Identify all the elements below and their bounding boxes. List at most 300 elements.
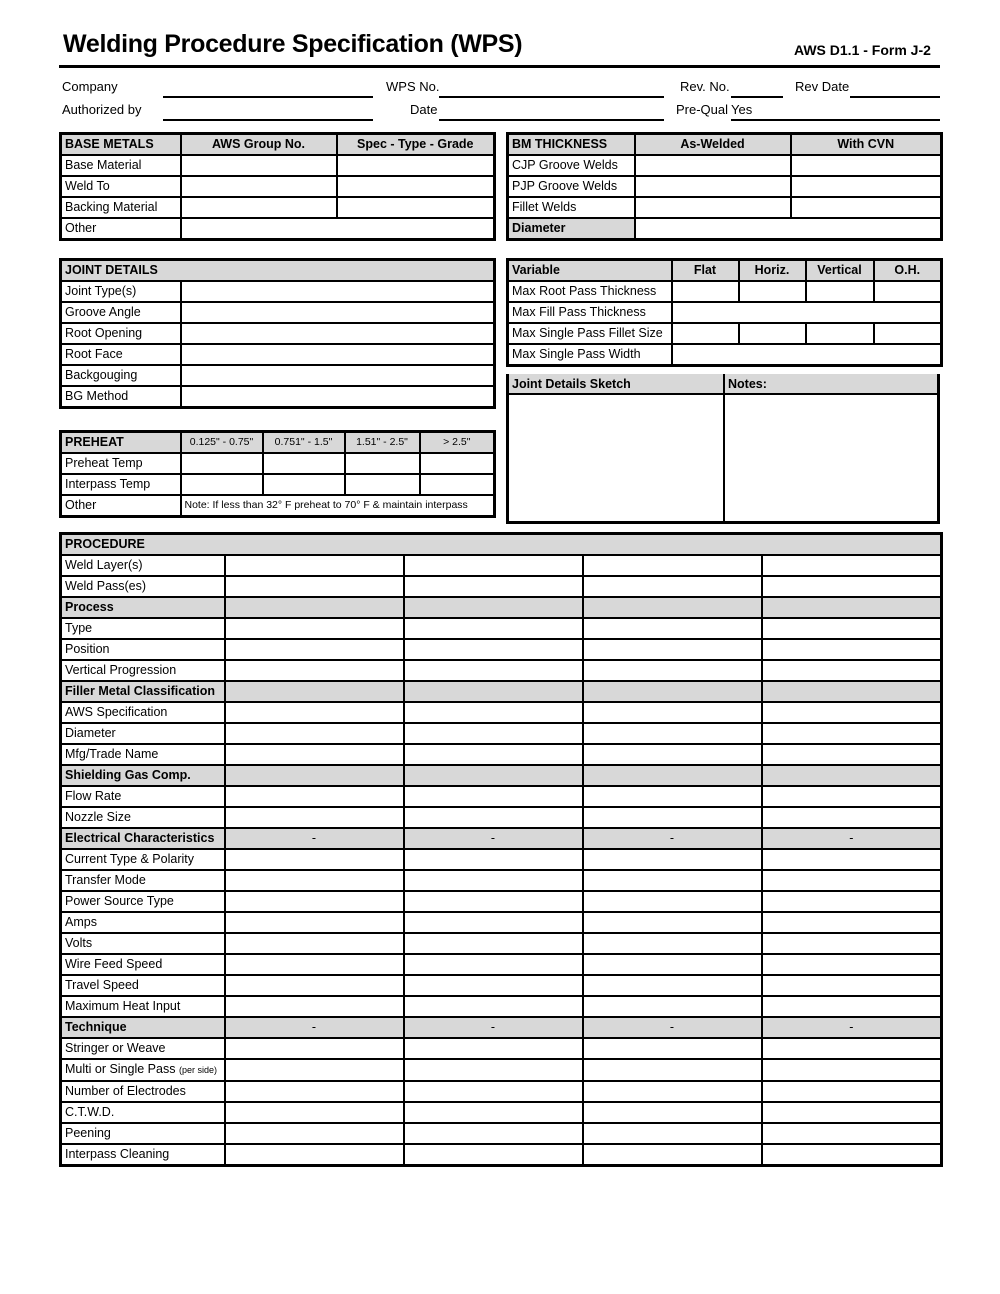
flat-header: Flat [672, 260, 739, 282]
input-cell[interactable] [404, 1102, 583, 1123]
procedure-row [61, 681, 942, 702]
procedure-row-text: Transfer Mode [65, 873, 146, 887]
procedure-row [61, 723, 942, 744]
input-cell[interactable] [404, 975, 583, 996]
input-cell[interactable] [337, 197, 495, 218]
input-cell[interactable] [404, 1123, 583, 1144]
row-label: PJP Groove Welds [508, 176, 635, 197]
input-cell[interactable] [225, 1081, 404, 1102]
row-label: Joint Type(s) [61, 281, 181, 302]
range-header: 1.51" - 2.5" [345, 432, 420, 454]
procedure-row [61, 996, 942, 1017]
input-cell[interactable] [225, 933, 404, 954]
rev-date-field[interactable] [850, 83, 940, 98]
wps-no-label: WPS No. [386, 79, 440, 94]
input-cell[interactable] [762, 555, 942, 576]
procedure-row-label [61, 618, 225, 639]
input-cell[interactable] [672, 302, 942, 323]
procedure-row-label [61, 681, 225, 702]
row-label: Backing Material [61, 197, 181, 218]
procedure-row-label [61, 996, 225, 1017]
input-cell[interactable] [225, 807, 404, 828]
input-cell[interactable] [583, 723, 762, 744]
section-cell [762, 765, 942, 786]
variable-table [506, 258, 943, 367]
input-cell[interactable] [762, 639, 942, 660]
input-cell[interactable] [404, 576, 583, 597]
procedure-row [61, 933, 942, 954]
procedure-row [61, 765, 942, 786]
procedure-row-text: Process [65, 600, 114, 614]
procedure-row [61, 555, 942, 576]
input-cell[interactable] [181, 197, 337, 218]
input-cell[interactable] [762, 1081, 942, 1102]
input-cell[interactable] [225, 891, 404, 912]
input-cell[interactable] [583, 807, 762, 828]
section-cell: - [404, 1017, 583, 1038]
input-cell[interactable] [762, 660, 942, 681]
input-cell[interactable] [635, 176, 791, 197]
procedure-row [61, 1102, 942, 1123]
input-cell[interactable] [583, 1038, 762, 1059]
input-cell[interactable] [181, 453, 263, 474]
preheat-table [59, 430, 496, 518]
rev-date-label: Rev Date [795, 79, 850, 94]
procedure-row [61, 744, 942, 765]
procedure-row-text: Vertical Progression [65, 663, 177, 677]
section-cell [404, 765, 583, 786]
input-cell[interactable] [762, 576, 942, 597]
row-label: Weld To [61, 176, 181, 197]
input-cell[interactable] [337, 176, 495, 197]
procedure-row [61, 912, 942, 933]
input-cell[interactable] [181, 155, 337, 176]
input-cell[interactable] [181, 323, 495, 344]
input-cell[interactable] [345, 453, 420, 474]
date-field[interactable] [439, 106, 664, 121]
input-cell[interactable] [762, 870, 942, 891]
section-cell: - [583, 1017, 762, 1038]
procedure-row [61, 1017, 942, 1038]
company-field[interactable] [163, 83, 373, 98]
row-label: Other [61, 218, 181, 240]
procedure-row-label [61, 597, 225, 618]
input-cell[interactable] [762, 1123, 942, 1144]
input-cell[interactable] [762, 807, 942, 828]
input-cell[interactable] [225, 702, 404, 723]
input-cell[interactable] [404, 933, 583, 954]
input-cell[interactable] [404, 555, 583, 576]
row-label: Max Fill Pass Thickness [508, 302, 672, 323]
procedure-row-label [61, 1059, 225, 1081]
input-cell[interactable] [225, 723, 404, 744]
procedure-row-text: Multi or Single Pass [65, 1062, 176, 1076]
input-cell[interactable] [791, 197, 942, 218]
input-cell[interactable] [181, 386, 495, 408]
input-cell[interactable] [404, 996, 583, 1017]
input-cell[interactable] [762, 618, 942, 639]
diameter-label: Diameter [508, 218, 635, 240]
procedure-row [61, 1144, 942, 1166]
procedure-row-label [61, 828, 225, 849]
procedure-row-text: Peening [65, 1126, 111, 1140]
procedure-row-text: Stringer or Weave [65, 1041, 166, 1055]
joint-details-table [59, 258, 496, 409]
input-cell[interactable] [225, 849, 404, 870]
procedure-row [61, 660, 942, 681]
procedure-table [59, 532, 943, 1167]
row-label: CJP Groove Welds [508, 155, 635, 176]
input-cell[interactable] [672, 344, 942, 366]
procedure-row-text: Wire Feed Speed [65, 957, 163, 971]
section-cell [225, 765, 404, 786]
input-cell[interactable] [420, 474, 495, 495]
row-label: Max Single Pass Width [508, 344, 672, 366]
input-cell[interactable] [225, 996, 404, 1017]
input-cell[interactable] [404, 1081, 583, 1102]
procedure-row-text: Shielding Gas Comp. [65, 768, 191, 782]
procedure-row-text: Mfg/Trade Name [65, 747, 159, 761]
wps-no-field[interactable] [439, 83, 664, 98]
input-cell[interactable] [583, 891, 762, 912]
input-cell[interactable] [404, 786, 583, 807]
procedure-row [61, 702, 942, 723]
input-cell[interactable] [181, 365, 495, 386]
preheat-header: PREHEAT [61, 432, 181, 454]
row-label: Fillet Welds [508, 197, 635, 218]
input-cell[interactable] [583, 618, 762, 639]
input-cell[interactable] [583, 912, 762, 933]
input-cell[interactable] [583, 1102, 762, 1123]
input-cell[interactable] [762, 954, 942, 975]
sketch-header: Joint Details Sketch [509, 374, 724, 395]
procedure-row-label [61, 765, 225, 786]
procedure-row-text: Flow Rate [65, 789, 122, 803]
row-label: Interpass Temp [61, 474, 181, 495]
input-cell[interactable] [225, 576, 404, 597]
procedure-row [61, 975, 942, 996]
input-cell[interactable] [762, 1059, 942, 1081]
procedure-row-label [61, 555, 225, 576]
input-cell[interactable] [404, 807, 583, 828]
procedure-row [61, 576, 942, 597]
input-cell[interactable] [583, 849, 762, 870]
procedure-row-text: Filler Metal Classification [65, 684, 216, 698]
notes-header: Notes: [725, 374, 937, 395]
procedure-row-label [61, 1081, 225, 1102]
input-cell[interactable] [404, 912, 583, 933]
row-label: Groove Angle [61, 302, 181, 323]
input-cell[interactable] [762, 975, 942, 996]
input-cell[interactable] [672, 281, 739, 302]
input-cell[interactable] [225, 870, 404, 891]
procedure-row-label [61, 744, 225, 765]
section-cell: - [762, 1017, 942, 1038]
input-cell[interactable] [181, 176, 337, 197]
procedure-row-text: Interpass Cleaning [65, 1147, 170, 1161]
prequal-field[interactable]: Yes [731, 102, 940, 121]
procedure-row-label [61, 1017, 225, 1038]
base-metals-header: BASE METALS [61, 134, 181, 156]
procedure-row-label [61, 639, 225, 660]
form-id: AWS D1.1 - Form J-2 [794, 42, 931, 58]
range-header: 0.125" - 0.75" [181, 432, 263, 454]
input-cell[interactable] [583, 555, 762, 576]
procedure-row [61, 786, 942, 807]
procedure-row-text: Maximum Heat Input [65, 999, 181, 1013]
procedure-row-text: AWS Specification [65, 705, 168, 719]
section-cell: - [583, 828, 762, 849]
input-cell[interactable] [583, 786, 762, 807]
input-cell[interactable] [345, 474, 420, 495]
procedure-row [61, 1038, 942, 1059]
input-cell[interactable] [583, 1059, 762, 1081]
horiz-header: Horiz. [739, 260, 806, 282]
section-cell [225, 681, 404, 702]
input-cell[interactable] [181, 344, 495, 365]
rev-no-label: Rev. No. [680, 79, 730, 94]
row-label: Max Root Pass Thickness [508, 281, 672, 302]
section-cell [404, 681, 583, 702]
input-cell[interactable] [181, 218, 495, 240]
input-cell[interactable] [225, 618, 404, 639]
input-cell[interactable] [739, 323, 806, 344]
row-label: Root Opening [61, 323, 181, 344]
input-cell[interactable] [762, 933, 942, 954]
input-cell[interactable] [762, 849, 942, 870]
procedure-row-text: Power Source Type [65, 894, 174, 908]
procedure-row-label [61, 891, 225, 912]
title-rule [59, 65, 940, 68]
procedure-row-label [61, 975, 225, 996]
procedure-row [61, 618, 942, 639]
procedure-row-label [61, 912, 225, 933]
section-cell: - [762, 828, 942, 849]
procedure-row-label [61, 849, 225, 870]
sketch-area[interactable] [509, 395, 722, 521]
input-cell[interactable] [806, 323, 874, 344]
input-cell[interactable] [404, 702, 583, 723]
input-cell[interactable] [762, 912, 942, 933]
procedure-row-label [61, 870, 225, 891]
section-cell [762, 597, 942, 618]
input-cell[interactable] [762, 723, 942, 744]
variable-header: Variable [508, 260, 672, 282]
input-cell[interactable] [874, 323, 942, 344]
input-cell[interactable] [762, 891, 942, 912]
input-cell[interactable] [404, 870, 583, 891]
procedure-row-text: Amps [65, 915, 97, 929]
input-cell[interactable] [583, 660, 762, 681]
procedure-row-label [61, 786, 225, 807]
input-cell[interactable] [583, 1081, 762, 1102]
procedure-row [61, 1123, 942, 1144]
procedure-row [61, 954, 942, 975]
input-cell[interactable] [181, 281, 495, 302]
input-cell[interactable] [181, 474, 263, 495]
procedure-row-label [61, 807, 225, 828]
joint-details-header: JOINT DETAILS [61, 260, 495, 282]
input-cell[interactable] [225, 1102, 404, 1123]
range-header: > 2.5" [420, 432, 495, 454]
procedure-row-text: Technique [65, 1020, 127, 1034]
input-cell[interactable] [181, 302, 495, 323]
procedure-row-text: Nozzle Size [65, 810, 131, 824]
input-cell[interactable] [762, 744, 942, 765]
input-cell[interactable] [225, 1144, 404, 1166]
input-cell[interactable] [337, 155, 495, 176]
input-cell[interactable] [263, 453, 345, 474]
input-cell[interactable] [404, 639, 583, 660]
section-cell [404, 597, 583, 618]
section-cell: - [404, 828, 583, 849]
input-cell[interactable] [806, 281, 874, 302]
input-cell[interactable] [762, 1144, 942, 1166]
section-cell [225, 597, 404, 618]
prequal-label: Pre-Qual [676, 102, 729, 117]
spec-type-grade-header: Spec - Type - Grade [337, 134, 495, 156]
procedure-row-label [61, 1144, 225, 1166]
input-cell[interactable] [420, 453, 495, 474]
input-cell[interactable] [635, 197, 791, 218]
section-cell: - [225, 1017, 404, 1038]
input-cell[interactable] [635, 155, 791, 176]
procedure-row-label [61, 576, 225, 597]
input-cell[interactable] [225, 555, 404, 576]
input-cell[interactable] [583, 702, 762, 723]
input-cell[interactable] [404, 618, 583, 639]
input-cell[interactable] [225, 1123, 404, 1144]
row-label: Other [61, 495, 181, 517]
input-cell[interactable] [583, 954, 762, 975]
input-cell[interactable] [404, 723, 583, 744]
procedure-row [61, 849, 942, 870]
per-side-note: (per side) [178, 1065, 217, 1075]
procedure-row-label [61, 1123, 225, 1144]
input-cell[interactable] [762, 786, 942, 807]
authorized-by-field[interactable] [163, 106, 373, 121]
input-cell[interactable] [225, 744, 404, 765]
input-cell[interactable] [225, 1059, 404, 1081]
procedure-row [61, 828, 942, 849]
procedure-row [61, 1059, 942, 1081]
input-cell[interactable] [762, 996, 942, 1017]
input-cell[interactable] [762, 1102, 942, 1123]
input-cell[interactable] [404, 954, 583, 975]
input-cell[interactable] [404, 660, 583, 681]
input-cell[interactable] [762, 1038, 942, 1059]
input-cell[interactable] [225, 912, 404, 933]
input-cell[interactable] [404, 891, 583, 912]
procedure-row [61, 807, 942, 828]
input-cell[interactable] [225, 639, 404, 660]
procedure-row-label [61, 933, 225, 954]
input-cell[interactable] [263, 474, 345, 495]
input-cell[interactable] [583, 1144, 762, 1166]
procedure-row-label [61, 723, 225, 744]
input-cell[interactable] [583, 870, 762, 891]
vertical-header: Vertical [806, 260, 874, 282]
procedure-row-text: C.T.W.D. [65, 1105, 115, 1119]
procedure-row-text: Travel Speed [65, 978, 139, 992]
input-cell[interactable] [739, 281, 806, 302]
authorized-by-label: Authorized by [62, 102, 142, 117]
input-cell[interactable] [404, 1038, 583, 1059]
input-cell[interactable] [225, 975, 404, 996]
procedure-row-label [61, 1038, 225, 1059]
input-cell[interactable] [225, 660, 404, 681]
base-metals-table [59, 132, 496, 241]
bm-thickness-header: BM THICKNESS [508, 134, 635, 156]
procedure-row-label [61, 954, 225, 975]
input-cell[interactable] [404, 849, 583, 870]
notes-area[interactable] [725, 395, 937, 521]
row-label: Preheat Temp [61, 453, 181, 474]
input-cell[interactable] [583, 975, 762, 996]
input-cell[interactable] [583, 1123, 762, 1144]
procedure-row-text: Position [65, 642, 110, 656]
input-cell[interactable] [225, 786, 404, 807]
rev-no-field[interactable] [731, 83, 783, 98]
input-cell[interactable] [583, 996, 762, 1017]
input-cell[interactable] [225, 1038, 404, 1059]
sketch-notes-box [506, 374, 940, 524]
procedure-row-label [61, 702, 225, 723]
procedure-row-text: Number of Electrodes [65, 1084, 186, 1098]
oh-header: O.H. [874, 260, 942, 282]
preheat-note: Note: If less than 32° F preheat to 70° F & maintain interpass [181, 495, 495, 517]
input-cell[interactable] [672, 323, 739, 344]
procedure-row [61, 891, 942, 912]
procedure-row-text: Electrical Characteristics [65, 831, 215, 845]
input-cell[interactable] [583, 576, 762, 597]
input-cell[interactable] [583, 639, 762, 660]
row-label: Backgouging [61, 365, 181, 386]
procedure-header: PROCEDURE [61, 534, 942, 556]
input-cell[interactable] [791, 176, 942, 197]
section-cell [583, 681, 762, 702]
input-cell[interactable] [225, 954, 404, 975]
input-cell[interactable] [583, 744, 762, 765]
procedure-row-text: Diameter [65, 726, 116, 740]
procedure-row [61, 1081, 942, 1102]
input-cell[interactable] [791, 155, 942, 176]
input-cell[interactable] [874, 281, 942, 302]
input-cell[interactable] [404, 1144, 583, 1166]
range-header: 0.751" - 1.5" [263, 432, 345, 454]
section-cell [583, 765, 762, 786]
date-label: Date [410, 102, 438, 117]
section-cell [762, 681, 942, 702]
row-label: Base Material [61, 155, 181, 176]
procedure-row-text: Volts [65, 936, 93, 950]
page-title: Welding Procedure Specification (WPS) [63, 30, 523, 58]
row-label: BG Method [61, 386, 181, 408]
section-cell [583, 597, 762, 618]
section-cell: - [225, 828, 404, 849]
input-cell[interactable] [762, 702, 942, 723]
input-cell[interactable] [635, 218, 942, 240]
input-cell[interactable] [583, 933, 762, 954]
input-cell[interactable] [404, 1059, 583, 1081]
input-cell[interactable] [404, 744, 583, 765]
company-label: Company [62, 79, 118, 94]
procedure-row-text: Type [65, 621, 93, 635]
procedure-row [61, 870, 942, 891]
procedure-row [61, 597, 942, 618]
row-label: Root Face [61, 344, 181, 365]
procedure-row [61, 639, 942, 660]
